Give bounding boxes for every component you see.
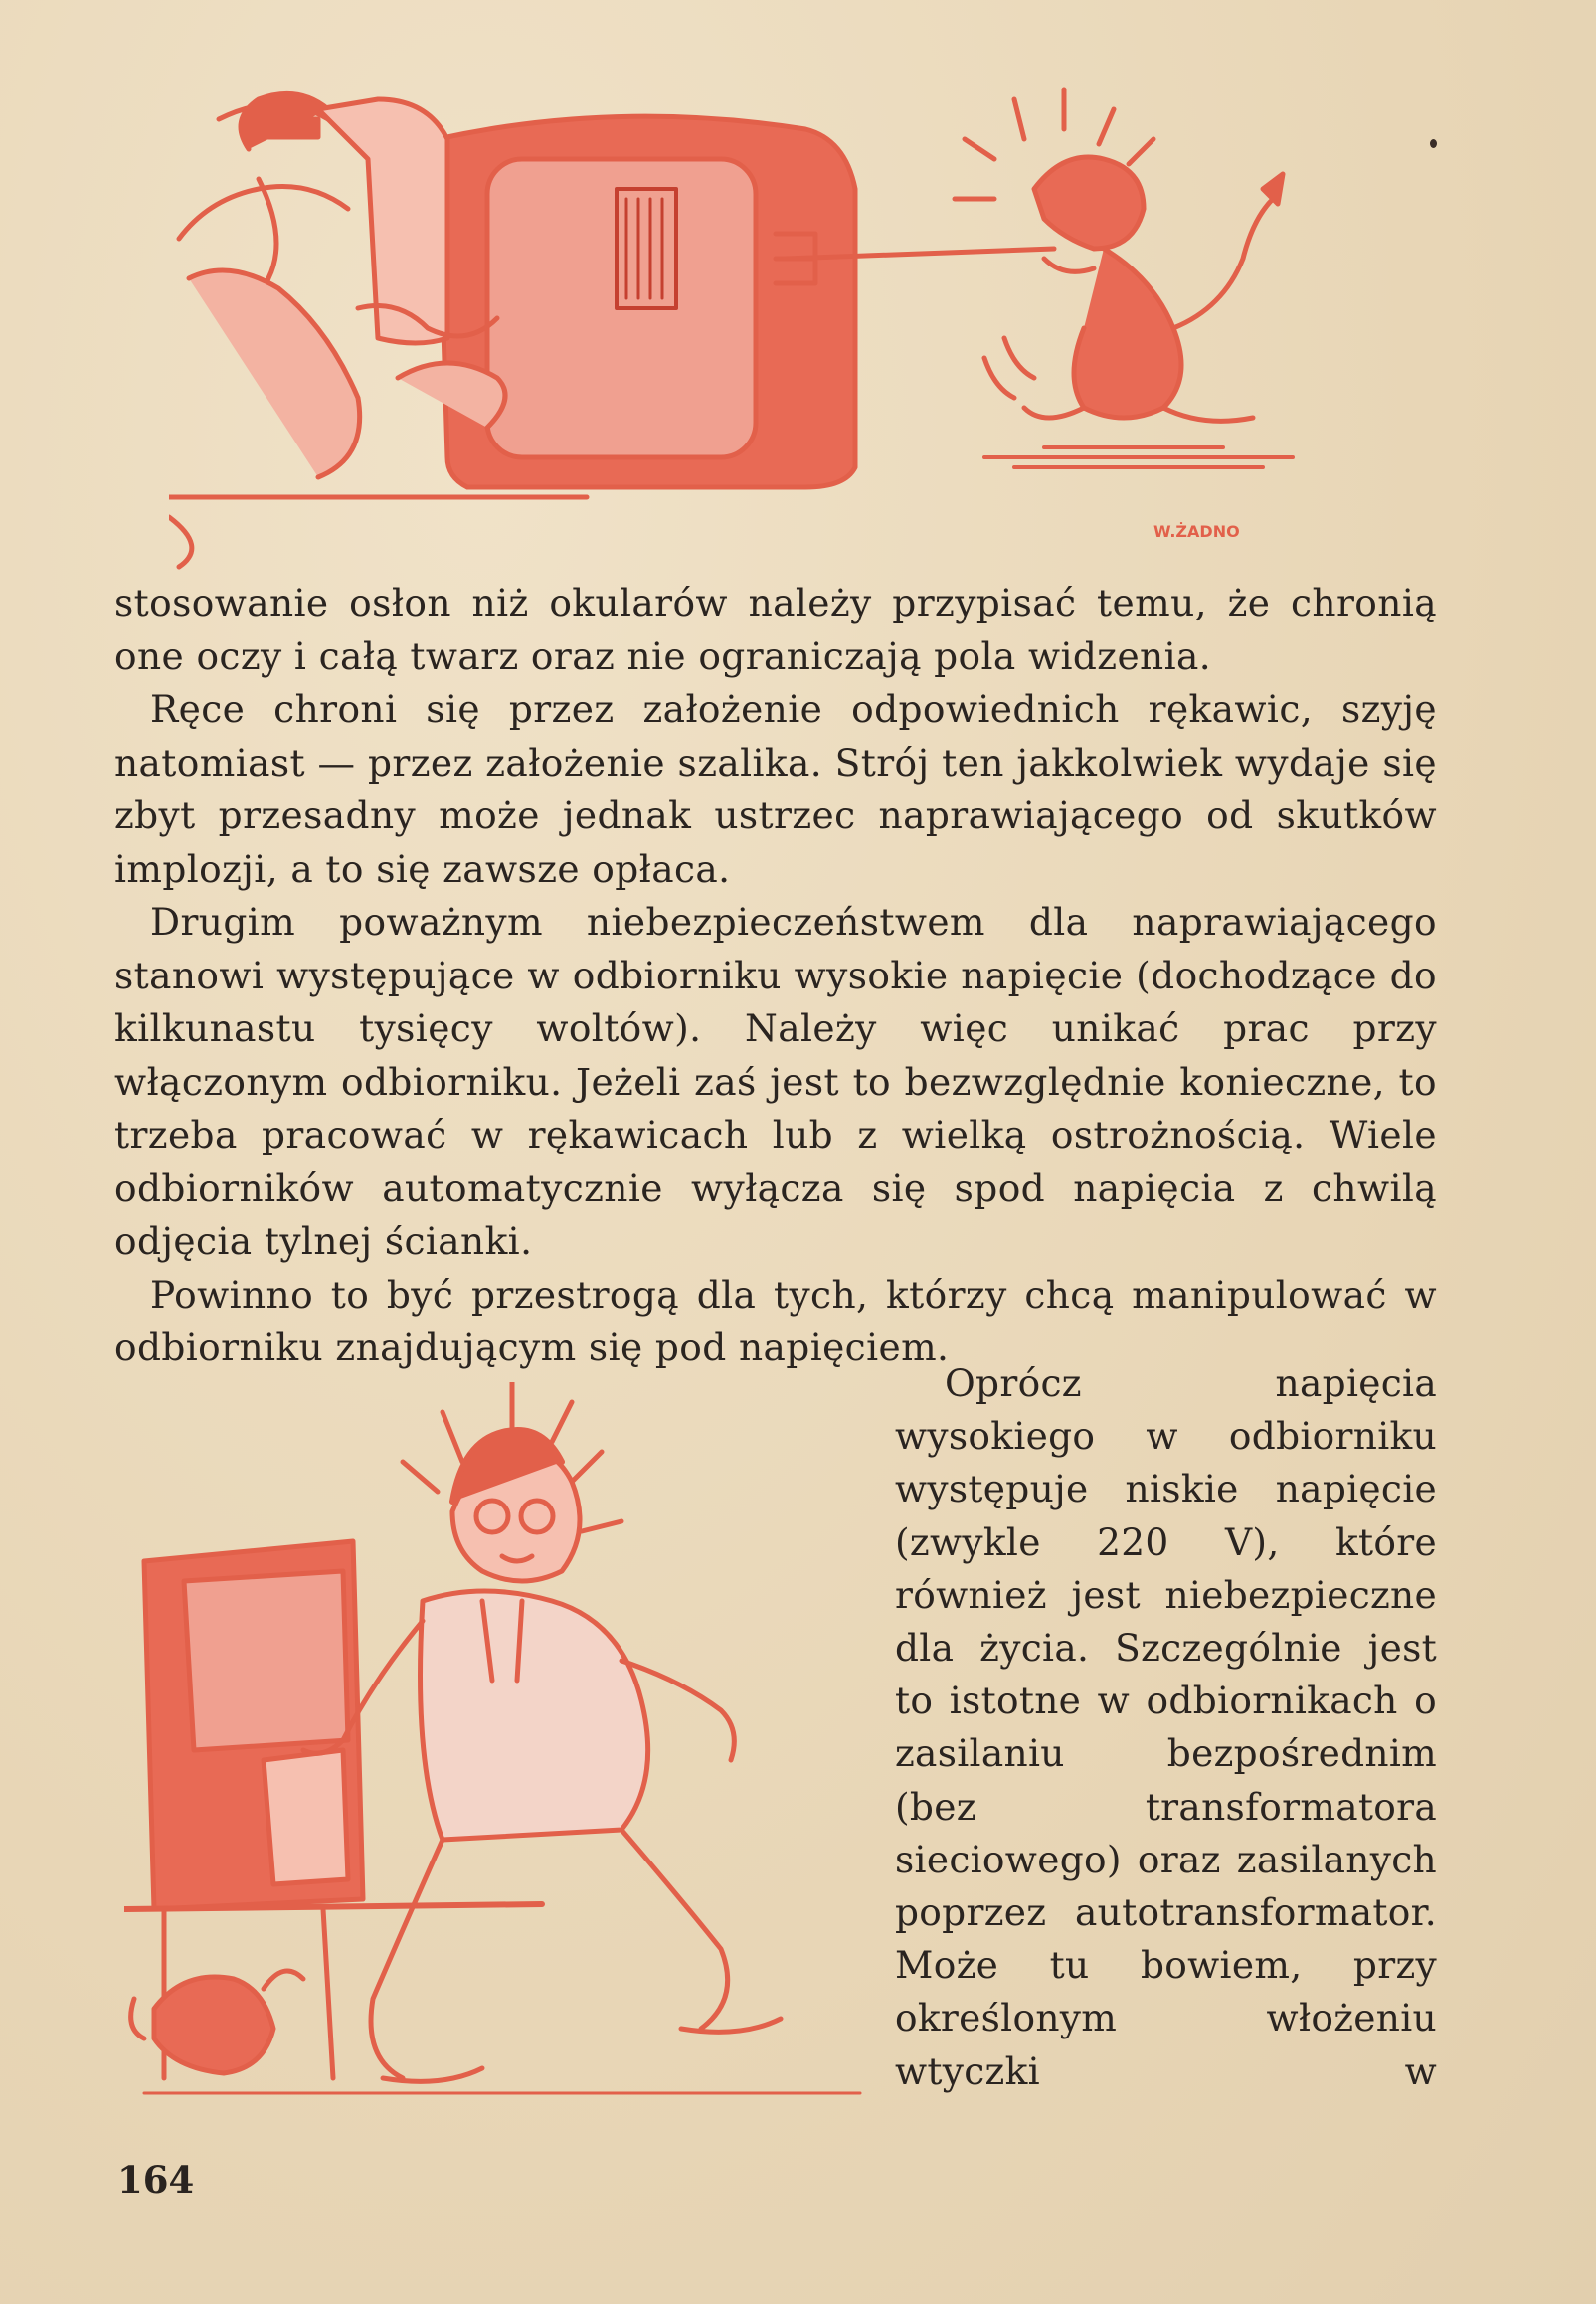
paragraph-4: Powinno to być przestrogą dla tych, którzy chcą manipulować w odbiorniku znajdującym się pod napięciem. — [114, 1272, 1437, 1369]
paragraph-1: stosowanie osłon niż okularów należy przypisać temu, że chronią one oczy i całą twarz oraz nie ograniczają pola widzenia. — [114, 581, 1437, 678]
shocked-man-drawing — [124, 1382, 880, 2113]
top-illustration — [169, 80, 1392, 577]
ink-speck — [1430, 139, 1437, 148]
side-paragraph: Oprócz napięcia wysokiego w odbiorniku występuje niskie napięcie (zwykle 220 V), które również jest niebezpieczne dla życia. Szczególnie jest to istotne w odbiornikach o zasilaniu bezpośrednim (bez transformatora sieciowego) oraz zasilanych poprzez autotransformator. Może tu bowiem, przy określonym włożeniu wtyczki w — [895, 1361, 1437, 2093]
main-text — [114, 577, 1437, 1375]
bottom-illustration — [124, 1382, 880, 2113]
paragraph-3: Drugim poważnym niebezpieczeństwem dla naprawiającego stanowi występujące w odbiorniku wysokie napięcie (dochodzące do kilkunastu tysięcy woltów). Należy więc unikać prac przy włączonym odbiorniku. Jeżeli zaś jest to bezwzględnie konieczne, to trzeba pracować w rękawicach lub z wielką ostrożnością. Wiele odbiorników automatycznie wyłącza się spod napięcia z chwilą odjęcia tylnej ścianki. — [114, 900, 1437, 1263]
paragraph-2: Ręce chroni się przez założenie odpowiednich rękawic, szyję natomiast — przez założenie szalika. Strój ten jakkolwiek wydaje się zbyt przesadny może jednak ustrzec naprawiającego od skutków implozji, a to się zawsze opłaca. — [114, 687, 1437, 891]
side-text — [895, 1357, 1437, 2098]
technician-devil-drawing — [169, 80, 1392, 577]
illustrator-signature: W.ŻADNO — [1153, 522, 1240, 541]
page-number: 164 — [117, 2158, 195, 2202]
